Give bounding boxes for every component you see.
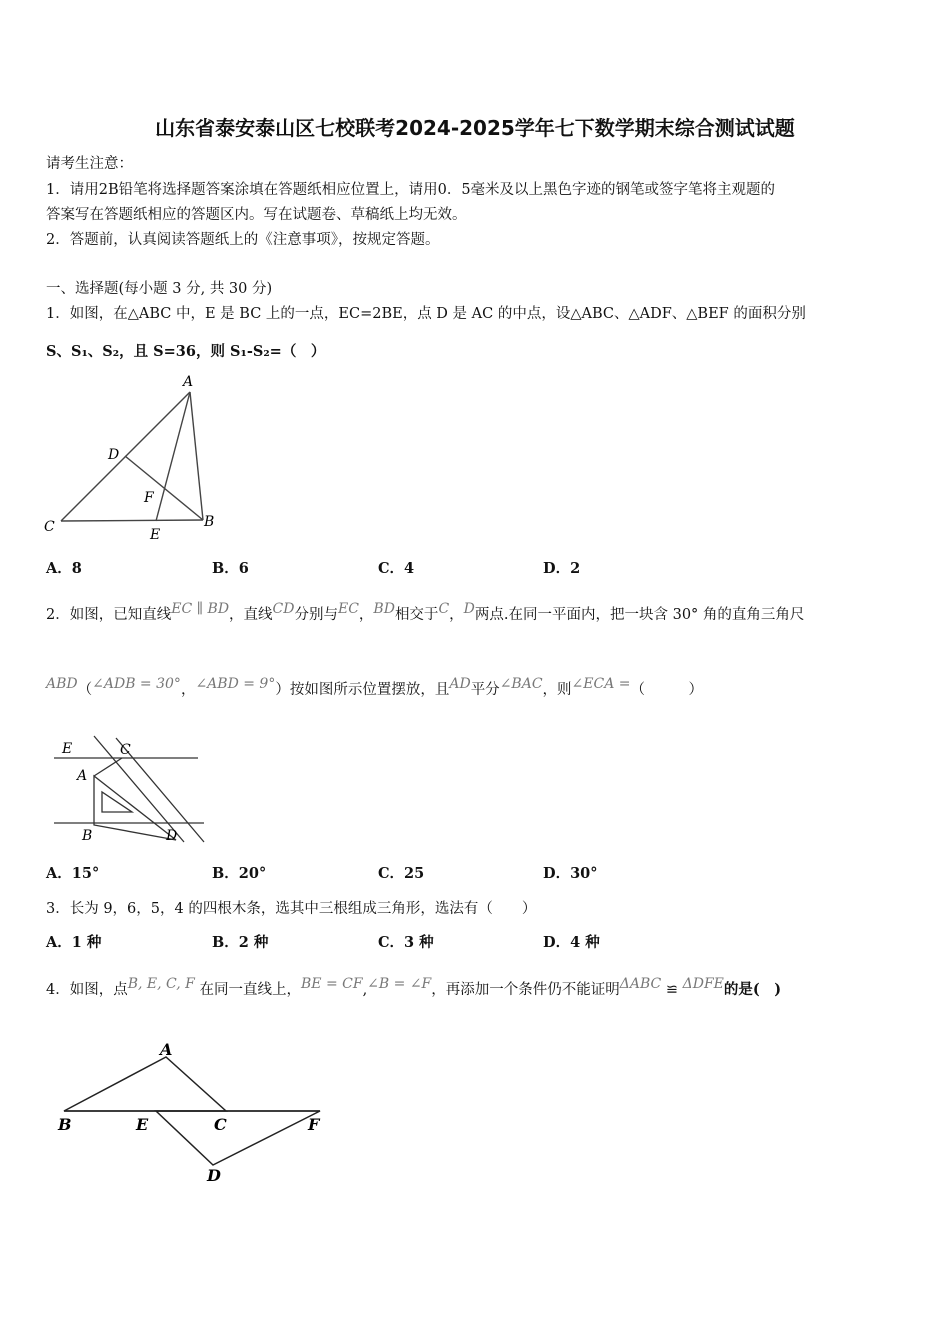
q2-text: ，直线 [229, 607, 273, 623]
q2-text: ， [449, 607, 464, 623]
q2-label-b: B [82, 828, 93, 844]
q1-option-b[interactable] [212, 557, 249, 578]
q3-option-b[interactable] [212, 931, 268, 952]
q1-text-line1: 1．如图，在△ABC 中，E 是 BC 上的一点，EC=2BE，点 D 是 AC 的中点，设△ABC、△ADF、△BEF 的面积分别 [46, 306, 806, 322]
q4-label-b: B [58, 1115, 72, 1134]
q3-option-c[interactable] [378, 931, 434, 952]
q4-text-part: ≌ [661, 982, 683, 998]
q4-label-a: A [160, 1040, 173, 1059]
q4-label-f: F [308, 1115, 320, 1134]
notice-item-2: 2．答题前，认真阅读答题纸上的《注意事项》，按规定答题。 [46, 232, 440, 248]
q2-text: ， [358, 607, 374, 623]
q2-text: 两点.在同一平面内，把一块含 30° 角的直角三角尺 [474, 607, 805, 623]
q2-option-a[interactable] [46, 862, 99, 883]
q1-label-a: A [183, 374, 194, 390]
option-value: 4 [404, 560, 415, 577]
q4-text [46, 978, 781, 999]
q1-label-b: B [204, 514, 215, 530]
q3-text: 3．长为 9，6，5，4 的四根木条，选其中三根组成三角形，选法有（ ） [46, 901, 537, 917]
q2-math: C [438, 601, 450, 617]
q4-label-d: D [207, 1166, 221, 1185]
q2-math: BD [373, 601, 395, 617]
q2-math: ∠ADB = 30° [92, 676, 181, 692]
q2-math: CD [272, 601, 295, 617]
q4-math: B, E, C, F [127, 976, 195, 992]
option-value: 1 种 [71, 934, 102, 951]
q2-text: 相交于 [394, 607, 439, 623]
q4-math: ΔDFE [682, 976, 724, 992]
q2-math: AD [449, 676, 471, 692]
q2-label-a: A [77, 768, 88, 784]
option-label: B． [212, 560, 239, 577]
q2-math: D [463, 601, 475, 617]
q1-label-f: F [144, 490, 154, 506]
q2-text: 2．如图，已知直线 [46, 607, 172, 623]
q4-triangles-figure [50, 1035, 340, 1190]
q2-math: ∠ECA = [571, 676, 631, 692]
q2-text-line1 [46, 603, 804, 624]
q2-option-d[interactable] [543, 862, 598, 883]
q2-text: 平分 [470, 682, 500, 698]
q2-label-c: C [120, 742, 131, 758]
q4-math: ΔABC [619, 976, 662, 992]
option-value: 20° [238, 865, 267, 882]
q4-math: ∠B = ∠F [367, 976, 432, 992]
option-label: D． [543, 865, 571, 882]
q2-text: （ ） [630, 682, 703, 698]
q2-parallel-lines-figure [46, 730, 216, 846]
option-label: B． [212, 934, 239, 951]
q1-triangle-figure [38, 368, 228, 548]
section-heading: 一、选择题(每小题 3 分, 共 30 分) [46, 281, 273, 297]
option-label: A． [46, 865, 72, 882]
option-label: A． [46, 560, 72, 577]
option-label: C． [378, 934, 405, 951]
option-value: 8 [71, 560, 82, 577]
q4-text-part: 在同一直线上， [194, 982, 301, 998]
option-label: D． [543, 934, 571, 951]
q1-option-d[interactable] [543, 557, 580, 578]
q2-math: ABD [46, 676, 78, 692]
q4-text-part: 的是( ) [723, 981, 782, 998]
q2-text: 分别与 [294, 607, 338, 623]
option-value: 2 种 [238, 934, 269, 951]
q1-label-c: C [44, 519, 55, 535]
option-label: A． [46, 934, 72, 951]
q2-math: EC ∥ BD [171, 601, 230, 617]
q2-text-line2 [46, 678, 703, 699]
q3-option-d[interactable] [543, 931, 600, 952]
q1-label-e: E [150, 527, 161, 543]
q1-text-line2: S、S₁、S₂，且 S=36，则 S₁-S₂=（ ） [46, 343, 326, 360]
q4-label-e: E [136, 1115, 149, 1134]
q2-option-b[interactable] [212, 862, 266, 883]
q2-text: ，则 [542, 682, 572, 698]
option-label: C． [378, 560, 405, 577]
q3-option-a[interactable] [46, 931, 101, 952]
notice-heading: 请考生注意： [46, 156, 133, 172]
option-value: 3 种 [404, 934, 434, 951]
option-value: 6 [238, 560, 249, 577]
q2-label-d: D [166, 828, 178, 844]
q2-math: ∠ABD = 9° [195, 676, 276, 692]
option-value: 2 [570, 560, 581, 577]
notice-item-1b: 答案写在答题纸相应的答题区内。写在试题卷、草稿纸上均无效。 [46, 207, 467, 223]
q4-math: BE = CF [300, 976, 363, 992]
option-value: 30° [570, 865, 598, 882]
q2-option-c[interactable] [378, 862, 424, 883]
option-value: 15° [71, 865, 100, 882]
q2-math: EC [337, 601, 359, 617]
option-value: 25 [404, 865, 425, 882]
page-title: 山东省泰安泰山区七校联考2024-2025学年七下数学期末综合测试试题 [155, 116, 795, 140]
q1-option-c[interactable] [378, 557, 414, 578]
q2-math: ∠BAC [499, 676, 543, 692]
option-label: D． [543, 560, 571, 577]
q1-option-a[interactable] [46, 557, 82, 578]
option-label: C． [378, 865, 405, 882]
q1-label-d: D [108, 447, 120, 463]
option-value: 4 种 [570, 934, 600, 951]
q2-label-e: E [62, 741, 73, 757]
q2-text: ）按如图所示位置摆放，且 [275, 682, 450, 698]
q4-text-part: 4．如图，点 [46, 982, 128, 998]
q2-text: （ [77, 682, 93, 698]
q4-label-c: C [214, 1115, 227, 1134]
q4-text-part: , [362, 982, 368, 998]
option-label: B． [212, 865, 239, 882]
q2-text: ， [180, 682, 196, 698]
notice-item-1a: 1．请用2B铅笔将选择题答案涂填在答题纸相应位置上，请用0．5毫米及以上黑色字迹的钢笔或签字笔将主观题的 [46, 182, 776, 198]
q4-text-part: ，再添加一个条件仍不能证明 [431, 982, 620, 998]
